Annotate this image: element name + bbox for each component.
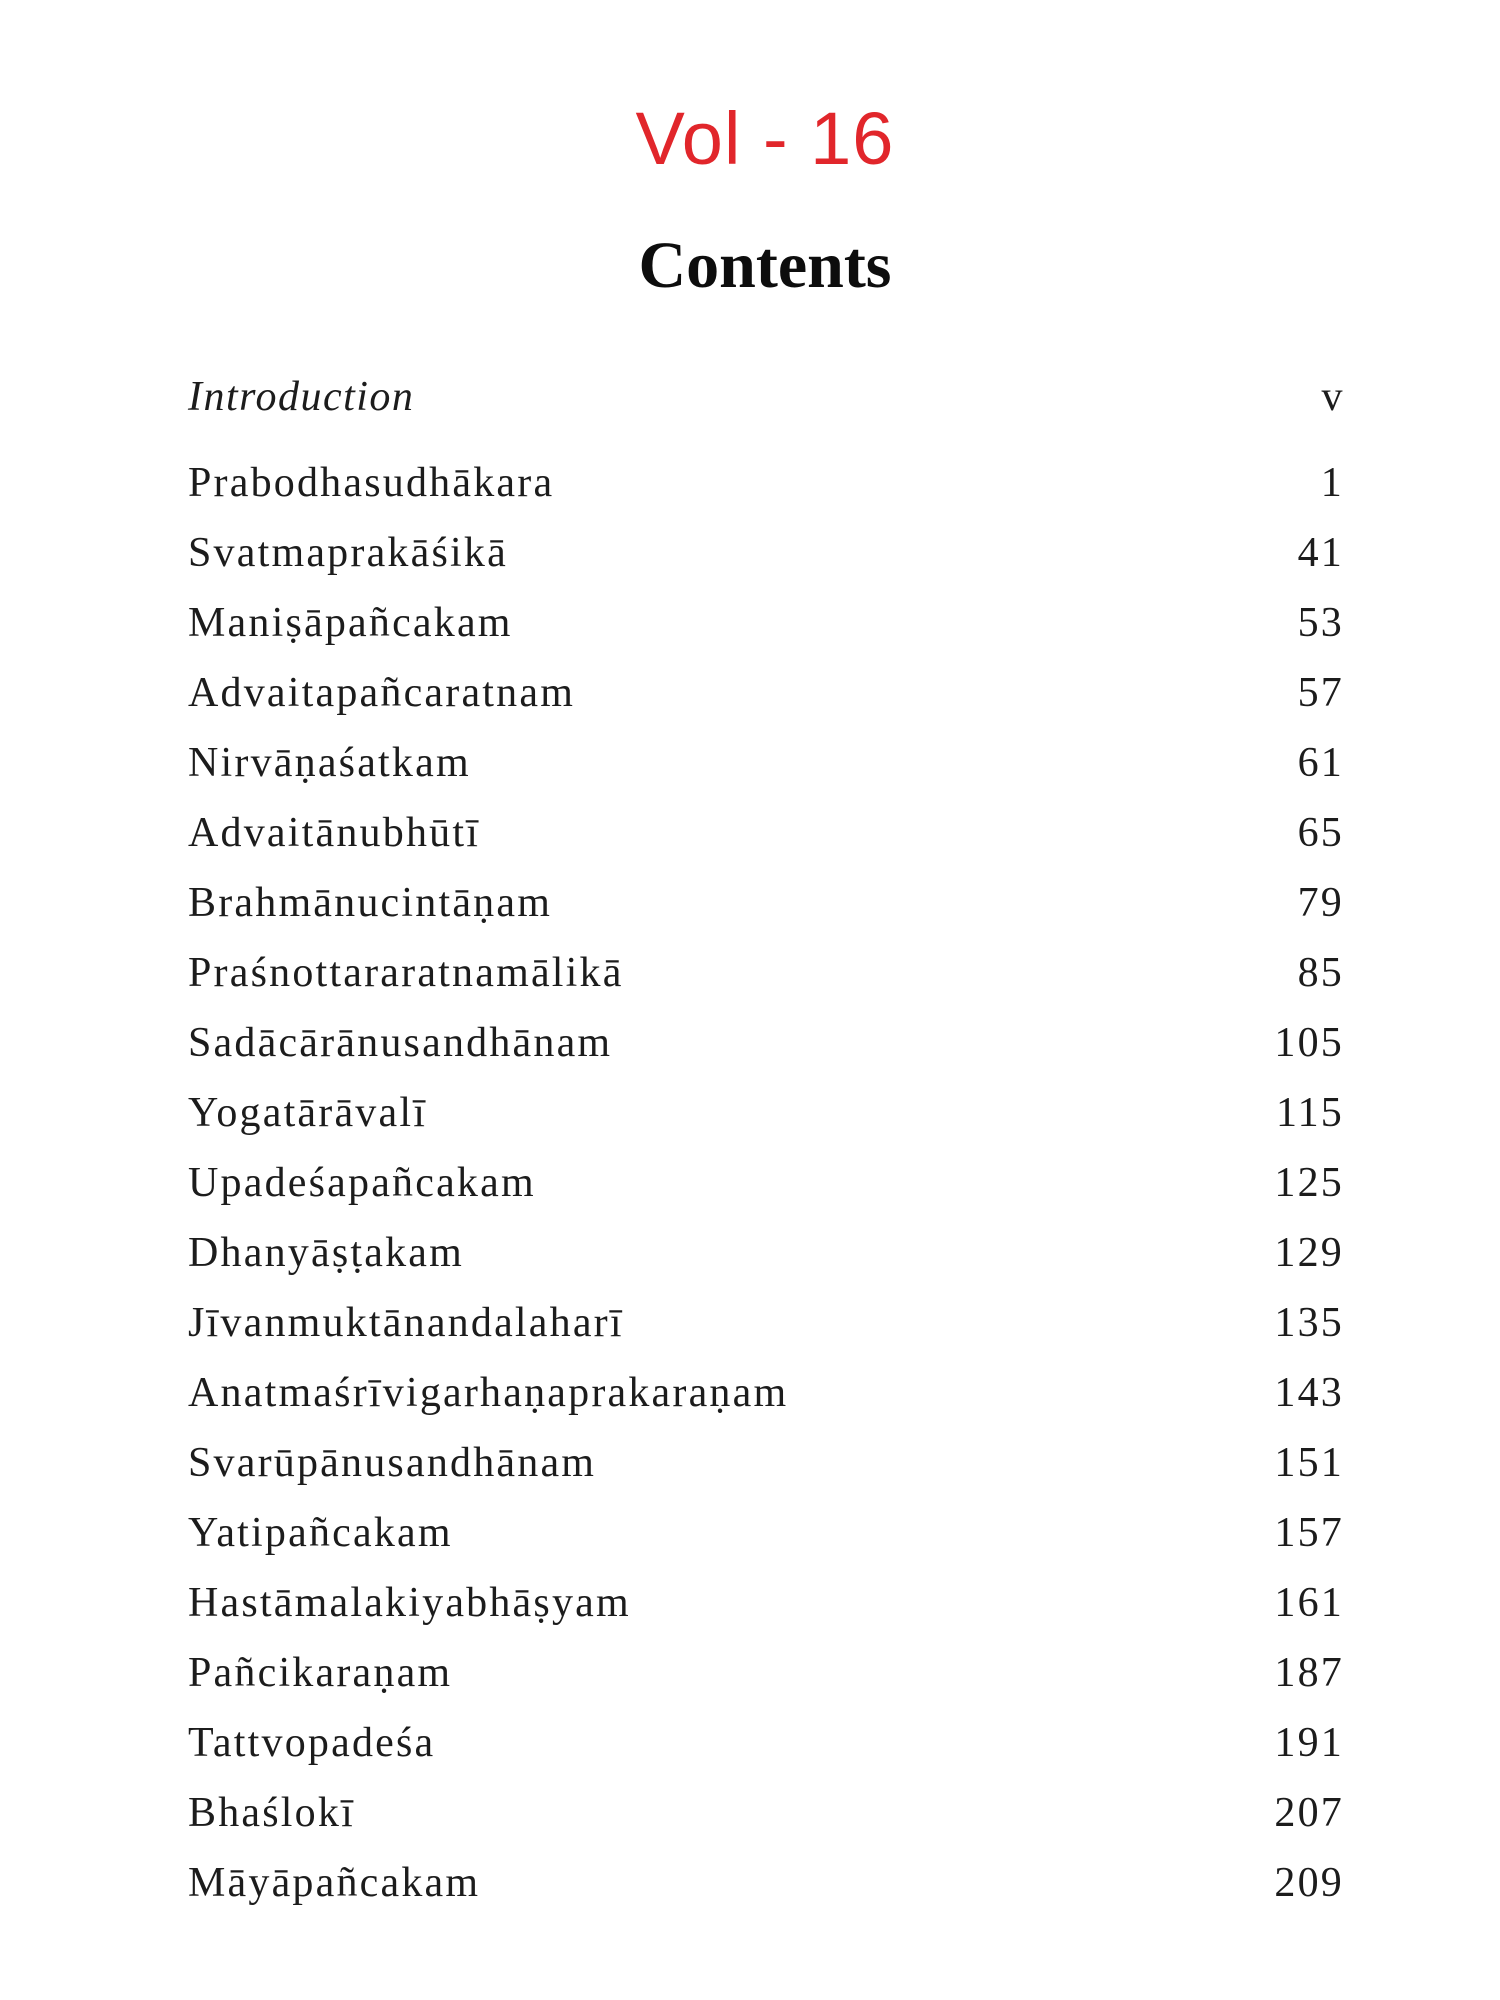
- toc-entry-page: 1: [1320, 460, 1344, 506]
- toc-entry-page: 65: [1297, 810, 1344, 856]
- toc-entry-page: 115: [1275, 1090, 1344, 1136]
- toc-entry-title: Maniṣāpañcakam: [188, 600, 513, 646]
- toc-entry-page: 41: [1297, 530, 1344, 576]
- toc-entry-page: 143: [1274, 1370, 1344, 1416]
- toc-entry-title: Yatipañcakam: [188, 1510, 453, 1556]
- toc-entry-title: Svatmaprakāśikā: [188, 530, 508, 576]
- toc-entry-title: Bhaślokī: [188, 1790, 355, 1836]
- toc-entry[interactable]: [188, 518, 1344, 588]
- toc-entry-page: 161: [1274, 1580, 1344, 1626]
- toc-entry[interactable]: [188, 1078, 1344, 1148]
- toc-entry-page: 187: [1274, 1650, 1344, 1696]
- toc-entry-page: 61: [1297, 740, 1344, 786]
- toc-entry-title: Brahmānucintāṇam: [188, 880, 553, 926]
- toc-entry-title: Svarūpānusandhānam: [188, 1440, 597, 1486]
- toc-entry-page: v: [1321, 374, 1344, 420]
- toc-entry-title: Advaitapañcaratnam: [188, 670, 576, 716]
- toc-entry-page: 157: [1274, 1510, 1344, 1556]
- toc-entry-title: Upadeśapañcakam: [188, 1160, 536, 1206]
- toc-entry[interactable]: [188, 798, 1344, 868]
- toc-entry[interactable]: [188, 1288, 1344, 1358]
- toc-entry-title: Dhanyāṣṭakam: [188, 1230, 464, 1276]
- toc-entry[interactable]: [188, 1428, 1344, 1498]
- toc-entry-page: 53: [1297, 600, 1344, 646]
- toc-entry[interactable]: [188, 1498, 1344, 1568]
- toc-entry-title: Introduction: [188, 374, 415, 420]
- toc-entry-title: Praśnottararatnamālikā: [188, 950, 624, 996]
- toc-entry[interactable]: [188, 588, 1344, 658]
- toc-entry[interactable]: [188, 1638, 1344, 1708]
- toc-entry-title: Yogatārāvalī: [188, 1090, 428, 1136]
- toc-entry[interactable]: [188, 658, 1344, 728]
- toc-entry[interactable]: [188, 1568, 1344, 1638]
- toc-entry-title: Prabodhasudhākara: [188, 460, 555, 506]
- toc-entry-page: 207: [1274, 1790, 1344, 1836]
- toc-entry-page: 57: [1297, 670, 1344, 716]
- toc-entry[interactable]: [188, 1358, 1344, 1428]
- toc-entry-title: Māyāpañcakam: [188, 1860, 481, 1906]
- toc-entry[interactable]: [188, 1778, 1344, 1848]
- toc-entry-title: Nirvāṇaśatkam: [188, 740, 471, 786]
- toc-entry-page: 79: [1297, 880, 1344, 926]
- toc-entry-title: Tattvopadeśa: [188, 1720, 436, 1766]
- toc-entry-page: 105: [1274, 1020, 1344, 1066]
- toc-entry-title: Hastāmalakiyabhāṣyam: [188, 1580, 631, 1626]
- toc-entry[interactable]: [188, 1148, 1344, 1218]
- toc-entry-page: 125: [1274, 1160, 1344, 1206]
- toc-entry[interactable]: [188, 868, 1344, 938]
- toc-entry-title: Pañcikaraṇam: [188, 1650, 453, 1696]
- toc-entry-page: 129: [1274, 1230, 1344, 1276]
- toc-entry-title: Jīvanmuktānandalaharī: [188, 1300, 624, 1346]
- toc-entry-title: Sadācārānusandhānam: [188, 1020, 613, 1066]
- toc-entry-page: 151: [1274, 1440, 1344, 1486]
- toc-entry-page: 191: [1274, 1720, 1344, 1766]
- table-of-contents: [188, 362, 1344, 1918]
- toc-entry-title: Anatmaśrīvigarhaṇaprakaraṇam: [188, 1370, 789, 1416]
- toc-entry[interactable]: [188, 448, 1344, 518]
- toc-entry-title: Advaitānubhūtī: [188, 810, 481, 856]
- toc-entry-page: 135: [1274, 1300, 1344, 1346]
- toc-entry-page: 85: [1297, 950, 1344, 996]
- toc-entry-page: 209: [1274, 1860, 1344, 1906]
- toc-entry[interactable]: [188, 1848, 1344, 1918]
- toc-entry[interactable]: [188, 1008, 1344, 1078]
- page-title: Contents: [638, 229, 892, 302]
- toc-entry[interactable]: [188, 1708, 1344, 1778]
- toc-entry-introduction[interactable]: [188, 362, 1344, 448]
- toc-entry[interactable]: [188, 938, 1344, 1008]
- toc-entry[interactable]: [188, 728, 1344, 798]
- volume-heading: Vol - 16: [635, 97, 895, 180]
- toc-entry[interactable]: [188, 1218, 1344, 1288]
